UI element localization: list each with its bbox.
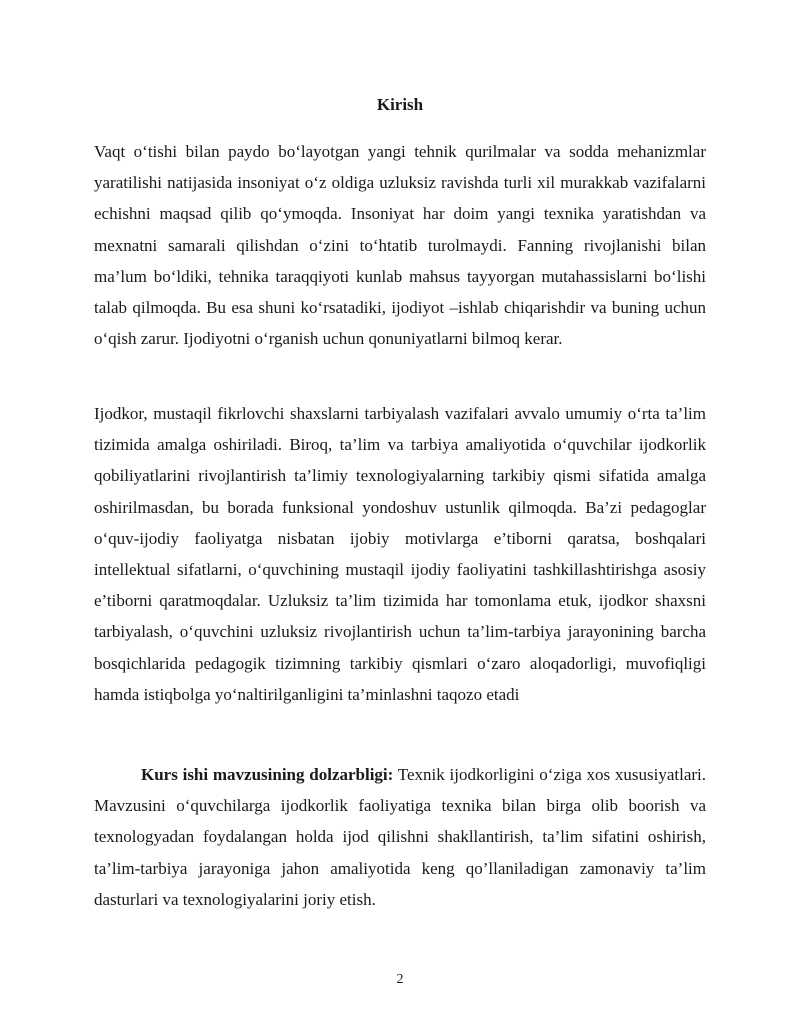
paragraph-education: Ijodkor, mustaqil fikrlovchi shaxslarni tarbiyalash vazifalari avvalo umumiy o‘rta ta’lim tizimida amalga oshiriladi. Biroq, ta’lim va tarbiya amaliyotida o‘quvchilar ijodkorlik qobiliyatlarini rivojlantirish ta’limiy texnologiyalarning tarkibiy qismi sifatida amalga oshirilmasdan, bu borada funksional yondoshuv ustunlik qilmoqda. Ba’zi pedagoglar o‘quv-ijodiy faoliyatga nisbatan ijobiy motivlarga e’tiborni qaratsa, boshqalari intellektual sifatlarni, o‘quvchining mustaqil ijodiy faoliyatini tashkillashtirishga asosiy e’tiborni qaratmoqdalar. Uzluksiz ta’lim tizimida har tomonlama etuk, ijodkor shaxsni tarbiyalash, o‘quvchini uzluksiz rivojlantirish uchun ta’lim-tarbiya jarayonining barcha bosqichlarida pedagogik tizimning tarkibiy qismlari o‘zaro aloqadorligi, muvofiqligi hamda istiqbolga yo‘naltirilganligini ta’minlashni taqozo etadi [94, 404, 706, 704]
relevance-body: Texnik ijodkorligini o‘ziga xos xususiyatlari. Mavzusini o‘quvchilarga ijodkorlik faoliyatiga texnika bilan birga olib boorish va texnologyadan foydalangan holda ijod qilishni shakllantirish, ta’lim sifatini oshirish, ta’lim-tarbiya jarayoniga jahon amaliyotida keng qo’llaniladigan zamonaviy ta’lim dasturlari va texnologiyalarini joriy etish. [94, 765, 706, 909]
paragraph-relevance [94, 759, 706, 915]
page-number: 2 [396, 972, 404, 987]
relevance-lead: Kurs ishi mavzusining dolzarbligi: [141, 765, 394, 784]
paragraph-intro: Vaqt o‘tishi bilan paydo bo‘layotgan yangi tehnik qurilmalar va sodda mehanizmlar yaratilishi natijasida insoniyat o‘z oldiga uzluksiz ravishda turli xil murakkab vazifalarni echishni maqsad qilib qo‘ymoqda. Insoniyat har doim yangi texnika yaratishdan va mexnatni samarali qilishdan o‘zini to‘htatib turolmaydi. Fanning rivojlanishi bilan ma’lum bo‘ldiki, tehnika taraqqiyoti kunlab mahsus tayyorgan mutahassislarni bo‘lishi talab qilmoqda. Bu esa shuni ko‘rsatadiki, ijodiyot –ishlab chiqarishdir va buning uchun o‘qish zarur. Ijodiyotni o‘rganish uchun qonuniyatlarni bilmoq kerar. [94, 142, 706, 349]
section-heading: Kirish [376, 95, 424, 114]
